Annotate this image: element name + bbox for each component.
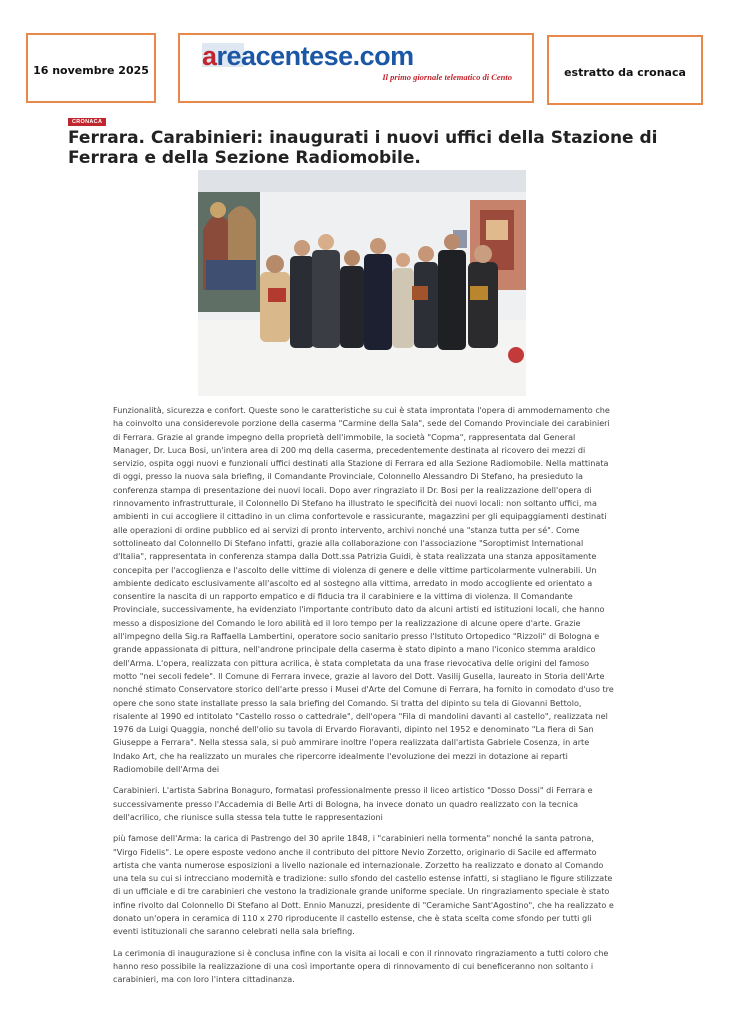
article-photo: [198, 170, 526, 396]
masthead-logo-box[interactable]: [178, 33, 534, 103]
article-body: [113, 404, 615, 994]
article-paragraph-4: La cerimonia di inaugurazione si è conclusa infine con la visita ai locali e con il rinnovato ringraziamento a tutti coloro che hanno reso possibile la realizzazione di una così importante opera di rinnovamento di cui beneficeranno non soltanto i carabinieri, ma con loro l'intera cittadinanza.: [113, 947, 609, 985]
site-logo[interactable]: [202, 41, 414, 71]
group-photo-illustration: [198, 170, 526, 396]
category-badge[interactable]: CRONACA: [68, 118, 106, 126]
date-box: [26, 33, 156, 103]
article-paragraph-1: Funzionalità, sicurezza e confort. Queste sono le caratteristiche su cui è stata improntata l'opera di ammodernamento che ha coinvolto una considerevole porzione della caserma "Carmine della Sala", sede del Comando Provinciale dei carabinieri di Ferrara. Grazie al grande impegno della proprietà dell'immobile, la società "Copma", rappresentata dal General Manager, Dr. Luca Bosi, un'intera area di 200 mq della caserma, precedentemente destinata al ricovero dei mezzi di servizio, ospita oggi nuovi e funzionali uffici destinati alla Stazione di Ferrara ed alla Sezione Radiomobile. Nella mattinata di oggi, presso la nuova sala briefing, il Comandante Provinciale, Colonnello Alessandro Di Stefano, ha presieduto la conferenza stampa di presentazione dei nuovi locali. Dopo aver ringraziato il Dr. Bosi per la realizzazione dell'opera di rinnovamento infrastrutturale, il Colonnello Di Stefano ha illustrato le specificità dei nuovi locali: non soltanto uffici, ma ambienti in cui accogliere il cittadino in un clima confortevole e rassicurante, magazzini per gli equipaggiamenti destinati alle operazioni di ordine pubblico ed ai servizi di pronto intervento, archivi nonché una "stanza tutta per sé". Come sottolineato dal Colonnello Di Stefano infatti, grazie alla collaborazione con l'associazione "Soroptimist International d'Italia", rappresentata in conferenza stampa dalla Dott.ssa Patrizia Guidi, è stata realizzata una stanza appositamente concepita per l'accoglienza e l'ascolto delle vittime di violenza di genere e delle vittime particolarmente vulnerabili. Un ambiente dedicato esclusivamente all'ascolto ed al sostegno alla vittima, arredato in modo accogliente ed orientato a consentire la nascita di un rapporto empatico e di fiducia tra il carabiniere e la vittima di violenza. Il Comandante Provinciale, successivamente, ha evidenziato l'importante contributo dato da alcuni artisti ed istituzioni locali, che hanno messo a disposizione del Comando le loro abilità ed il loro tempo per la realizzazione di alcune opere d'arte. Grazie all'impegno della Sig.ra Raffaella Lambertini, operatore socio sanitario presso l'Istituto Ortopedico "Rizzoli" di Bologna e grande appassionata di pittura, nell'androne principale della caserma è stato dipinto a mano l'iconico stemma araldico dell'Arma. L'opera, realizzata con pittura acrilica, è stata completata da una frase rievocativa delle origini del famoso motto "nei secoli fedele". Il Comune di Ferrara invece, grazie al lavoro del Dott. Vasilij Gusella, laureato in Storia dell'Arte nonché stimato Conservatore storico dell'arte presso i Musei d'Arte del Comune di Ferrara, ha fornito in comodato d'uso tre opere che sono state installate presso la sala briefing del Comando. Si tratta del dipinto su tela di Giovanni Bettolo, risalente al 1990 ed intitolato "Castello rosso o cattedrale", dell'opera "Fila di mandolini davanti al castello", realizzata nel 1976 da Luigi Quaggia, nonché dell'olio su tavola di Ervardo Fioravanti, dipinto nel 1952 e denominato "La fiera di San Giuseppe a Ferrara". Nella stessa sala, si può ammirare inoltre l'opera realizzata dall'artista Gabriele Cosenza, in arte Indako Art, che ha realizzato un murales che ripercorre idealmente l'evoluzione dei mezzi in dotazione ai reparti Radiomobile dell'Arma dei: [113, 405, 614, 775]
publication-date: 16 novembre 2025: [33, 64, 149, 77]
logo-rest: reacentese: [216, 41, 353, 71]
article-title: Ferrara. Carabinieri: inaugurati i nuovi uffici della Stazione di Ferrara e della Sezione Radiomobile.: [68, 128, 658, 168]
logo-domain: .com: [352, 41, 414, 71]
article-paragraph-2: Carabinieri. L'artista Sabrina Bonaguro, formatasi professionalmente presso il liceo artistico "Dosso Dossi" di Ferrara e successivamente presso l'Accademia di Belle Arti di Bologna, ha invece donato un quadro realizzato con la tecnica dell'acrilico, che riunisce sulla stessa tela tutte le rappresentazioni: [113, 785, 593, 822]
article-paragraph-3: più famose dell'Arma: la carica di Pastrengo del 30 aprile 1848, i "carabinieri nella tormenta" nonché la santa patrona, "Virgo Fidelis". Le opere esposte vedono anche il contributo del pittore Nevio Zorzetto, originario di Sacile ed affermato artista che vanta numerose esposizioni a livello nazionale ed internazionale. Zorzetto ha realizzato e donato al Comando una tela su cui si intrecciano modernità e tradizione: sullo sfondo del castello estense infatti, si stagliano le figure stilizzate di un ufficiale e di tre carabinieri che vestono la tradizionale grande uniforme speciale. Un ringraziamento speciale è stato infine rivolto dal Colonnello Di Stefano al Dott. Ennio Manuzzi, presidente di "Ceramiche Sant'Agostino", che ha realizzato e donato un'opera in ceramica di 110 x 270 riproducente il castello estense, che è stata scelta come sfondo per tutti gli eventi istituzionali che saranno celebrati nella sala briefing.: [113, 833, 614, 937]
site-tagline: Il primo giornale telematico di Cento: [382, 72, 512, 82]
logo-initial: a: [202, 41, 217, 71]
logo-name: [202, 41, 353, 71]
section-label: estratto da cronaca: [564, 66, 686, 79]
section-box: [547, 35, 703, 105]
